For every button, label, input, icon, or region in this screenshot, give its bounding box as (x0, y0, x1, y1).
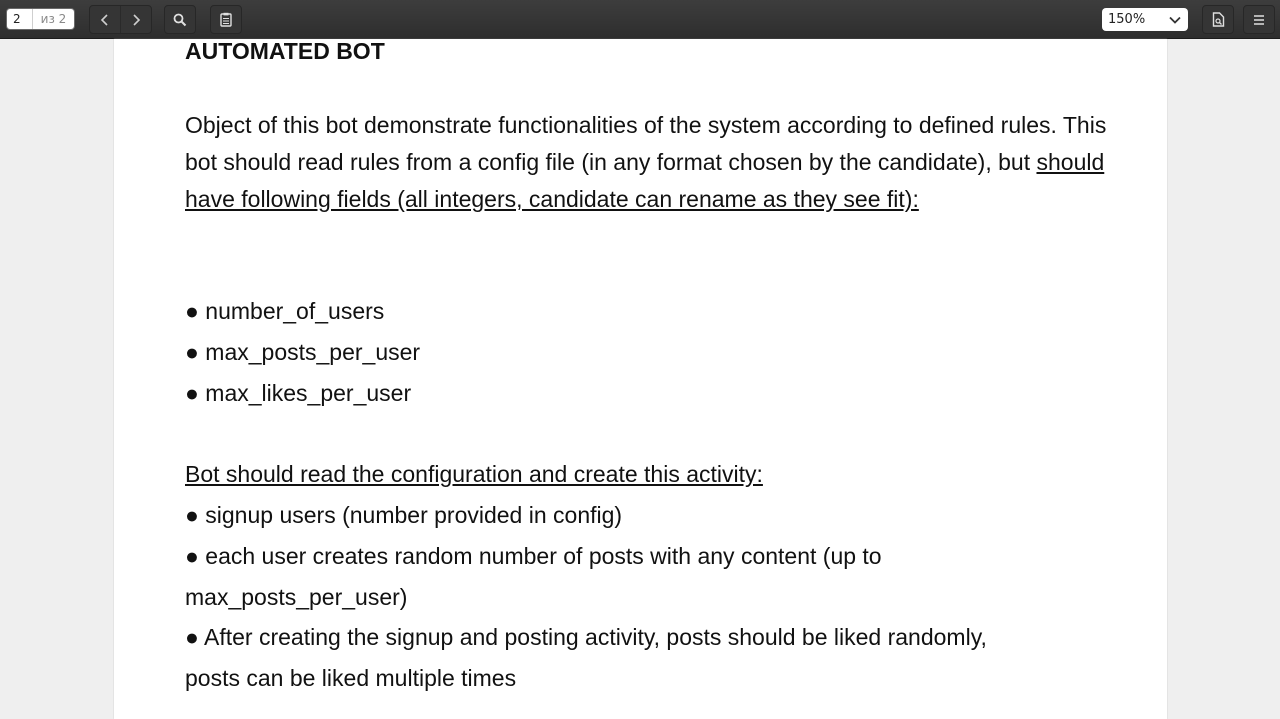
chevron-left-icon (100, 13, 110, 27)
search-group (164, 5, 196, 34)
annotations-button[interactable] (211, 6, 241, 33)
activity-item-continued: max_posts_per_user) (185, 584, 408, 610)
previous-page-button[interactable] (90, 6, 120, 33)
next-page-button[interactable] (120, 6, 151, 33)
menu-group (1243, 5, 1275, 34)
document-search-icon (1212, 12, 1225, 27)
toolbar (0, 0, 1280, 39)
zoom-value: 150% (1108, 12, 1146, 27)
document-heading: AUTOMATED BOT (185, 38, 385, 64)
document-properties-button[interactable] (1203, 6, 1233, 33)
field-item: ● max_likes_per_user (185, 380, 412, 406)
document-page (114, 39, 1167, 719)
menu-button[interactable] (1244, 6, 1274, 33)
search-button[interactable] (165, 6, 195, 33)
clipboard-icon (220, 12, 232, 27)
field-item: ● number_of_users (185, 298, 385, 324)
search-icon (173, 13, 187, 27)
field-item: ● max_posts_per_user (185, 339, 421, 365)
intro-text: Object of this bot demonstrate functionalities of the system according to defined rules. This bot should read rules from a config file (in any format chosen by the candidate), but (185, 112, 1107, 175)
document-properties-group (1202, 5, 1234, 34)
chevron-down-icon (1162, 16, 1188, 24)
hamburger-menu-icon (1253, 14, 1265, 26)
activity-item: ● After creating the signup and posting activity, posts should be liked randomly, (185, 624, 987, 650)
annotations-group (210, 5, 242, 34)
activity-item: ● each user creates random number of posts with any content (up to (185, 543, 882, 569)
intro-paragraph (185, 107, 1115, 218)
activity-heading: Bot should read the configuration and create this activity: (185, 461, 763, 487)
zoom-select[interactable] (1102, 8, 1188, 31)
total-pages-label: из 2 (40, 12, 67, 26)
activity-item: ● signup users (number provided in config) (185, 502, 623, 528)
page-number-field[interactable] (6, 8, 75, 30)
page-nav-group (89, 5, 152, 34)
intro-underlined-text: should have following fields (all integers, candidate can rename as they see fit): (185, 149, 1105, 212)
current-page-input[interactable]: 2 (7, 9, 33, 29)
chevron-right-icon (131, 13, 141, 27)
activity-item-continued: posts can be liked multiple times (185, 665, 517, 691)
